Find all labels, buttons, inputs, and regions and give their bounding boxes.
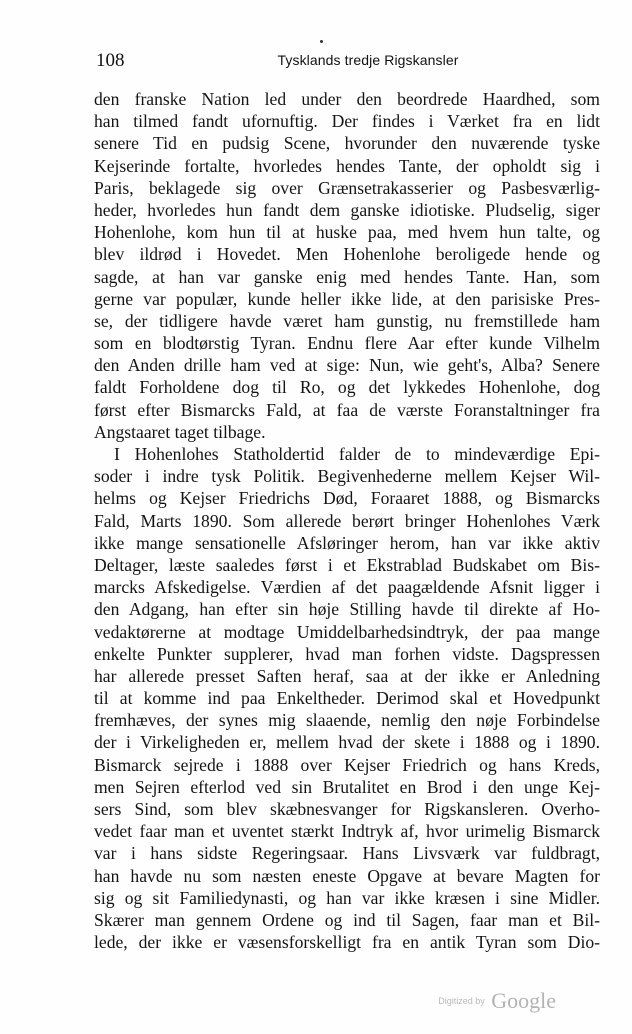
text-line: han havde nu som næsten eneste Opgave at bevare Magten for (94, 865, 600, 886)
text-line: I Hohenlohes Statholdertid falder de to mindeværdige Epi- (114, 444, 600, 464)
text-line: Skærer man gennem Ordene og ind til Sagen, faar man et Bil- (94, 909, 600, 930)
text-line: den Anden drille ham ved at sige: Nun, wie geht's, Alba? Senere (94, 355, 600, 376)
text-line: den franske Nation led under den beordrede Haardhed, som (94, 89, 600, 109)
text-line: Paris, beklagede sig over Grænsetrakasserier og Pasbesværlig- (94, 177, 600, 198)
text-line: sers Sind, som blev skæbnesvanger for Rigskansleren. Overho- (94, 799, 600, 819)
text-line: vedet faar man et uventet stærkt Indtryk af, hvor urimelig Bismarck (94, 821, 600, 842)
text-line: Kejserinde fortalte, hvorledes hendes Tante, der opholdt sig i (94, 155, 600, 176)
text-line: der i Virkeligheden er, mellem hvad der skete i 1888 og i 1890. (94, 732, 600, 753)
text-line: lede, der ikke er væsensforskelligt fra en antik Tyran som Dio- (94, 932, 600, 953)
text-line: gerne var populær, kunde heller ikke lide, at den parisiske Pres- (94, 288, 600, 309)
digitized-watermark (438, 988, 556, 1014)
page-header (96, 44, 600, 72)
text-line: heder, hvorledes hun fandt dem ganske idiotiske. Pludselig, siger (94, 199, 600, 220)
text-line: enkelte Punkter supplerer, hvad man forhen vidste. Dagspressen (94, 643, 600, 664)
body-text (94, 88, 600, 953)
text-line: Bismarck sejrede i 1888 over Kejser Friedrich og hans Kreds, (94, 754, 600, 775)
text-line: blev ildrød i Hovedet. Men Hohenlohe beroligede hende og (94, 244, 600, 265)
text-line: soder i indre tysk Politik. Begivenhederne mellem Kejser Wil- (94, 466, 600, 487)
text-line: først efter Bismarcks Fald, at faa de værste Foranstaltninger fra (94, 399, 600, 420)
text-line: senere Tid en pudsig Scene, hvorunder den nuværende tyske (94, 133, 600, 154)
print-speck (320, 40, 323, 43)
text-line: vedaktørerne at modtage Umiddelbarhedsindtryk, der paa mange (94, 621, 600, 642)
digitized-by-label: Digitized by (438, 996, 485, 1006)
paragraph (94, 88, 600, 443)
running-title: Tysklands tredje Rigskansler (277, 52, 459, 68)
text-line: Fald, Marts 1890. Som allerede berørt bringer Hohenlohes Værk (94, 510, 600, 531)
text-line: den Adgang, han efter sin høje Stilling havde til direkte af Ho- (94, 599, 600, 620)
text-line: til at komme ind paa Enkeltheder. Derimod skal et Hovedpunkt (94, 688, 600, 709)
text-line: ikke mange sensationelle Afsløringer herom, han var ikke aktiv (94, 532, 600, 553)
text-line: Deltager, læste saaledes først i et Ekstrablad Budskabet om Bis- (94, 554, 600, 575)
text-line: faldt Forholdene dog til Ro, og det lykkedes Hohenlohe, dog (94, 377, 600, 398)
text-line: Hohenlohe, kom hun til at huske paa, med hvem hun talte, og (94, 222, 600, 243)
text-line: fremhæves, der synes mig slaaende, nemlig den nøje Forbindelse (94, 710, 600, 731)
text-line: har allerede presset Saften heraf, saa at der ikke er Anledning (94, 665, 600, 686)
text-line: se, der tidligere havde været ham gunstig, nu fremstillede ham (94, 310, 600, 331)
text-line: helms og Kejser Friedrichs Død, Foraaret 1888, og Bismarcks (94, 488, 600, 509)
text-line: sagde, at han var ganske enig med hendes Tante. Han, som (94, 266, 600, 287)
page-number: 108 (96, 50, 125, 71)
paragraph (94, 443, 600, 953)
text-line: var i hans sidste Regeringsaar. Hans Livsværk var fuldbragt, (94, 843, 600, 864)
text-line: som en blodtørstig Tyran. Endnu flere Aar efter kunde Vilhelm (94, 333, 600, 354)
text-line: men Sejren efterlod ved sin Brutalitet en Brod i den unge Kej- (94, 776, 600, 797)
text-line: sig og sit Familiedynasti, og han var ikke kræsen i sine Midler. (94, 887, 600, 908)
google-logo: Google (491, 988, 556, 1013)
text-line: han tilmed fandt ufornuftig. Der findes i Værket fra en lidt (94, 111, 600, 132)
text-line: Angstaaret taget tilbage. (94, 421, 266, 442)
text-line: marcks Afskedigelse. Værdien af det paagældende Afsnit ligger i (94, 577, 600, 598)
